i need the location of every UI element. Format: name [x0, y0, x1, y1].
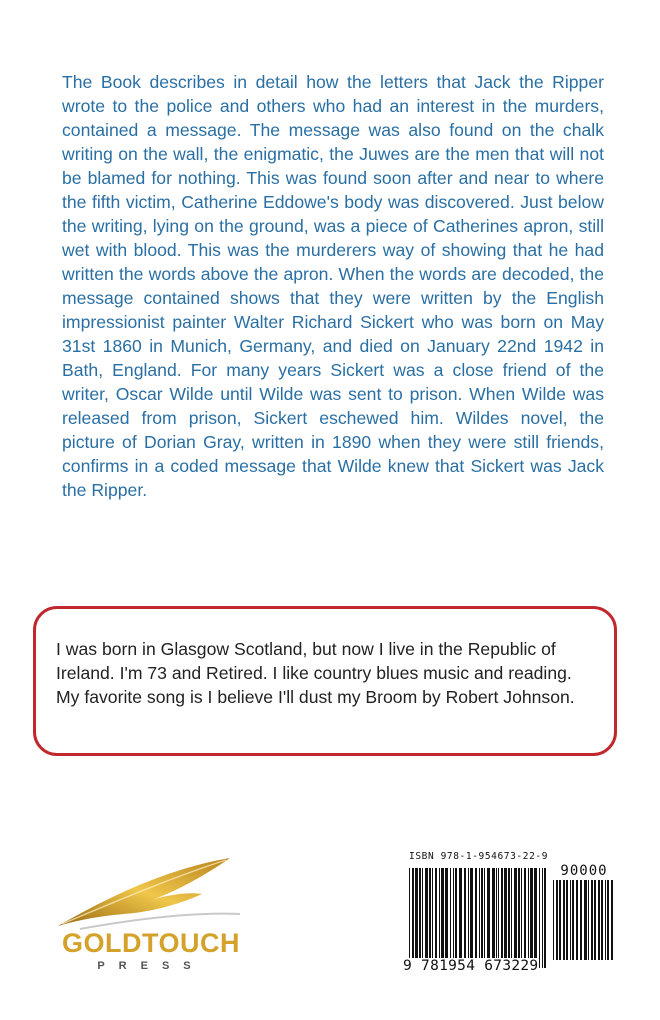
barcode-bar: [514, 868, 517, 968]
barcode-bar: [572, 880, 574, 960]
ean13-bars: [408, 868, 548, 968]
quill-feather-icon: [40, 850, 250, 930]
author-bio-text: I was born in Glasgow Scotland, but now I live in the Republic of Ireland. I'm 73 and Retired. I like country blues music and reading. My favorite song is I believe I'll dust my Broom by Robert Johnson.: [56, 639, 575, 707]
barcode-bar: [580, 880, 582, 960]
barcode-bar: [475, 868, 477, 968]
barcode-bar: [542, 868, 543, 968]
barcode-bar: [508, 868, 510, 968]
publisher-subtitle: PRESS: [97, 960, 205, 972]
barcode-bar: [450, 868, 451, 968]
barcode-bar: [530, 868, 533, 968]
barcode-bar: [511, 868, 512, 968]
barcode-bar: [419, 868, 421, 968]
barcode-bar: [492, 868, 495, 968]
barcode-bar: [479, 868, 480, 968]
barcode-bar: [415, 868, 418, 968]
barcode-bar: [553, 880, 554, 960]
barcode-bar: [496, 868, 497, 968]
barcode-bar: [453, 868, 454, 968]
barcode-bar: [591, 880, 593, 960]
barcode-bar: [445, 868, 448, 968]
barcode-bar: [524, 868, 526, 968]
barcode-bar: [409, 868, 410, 968]
barcode-bar: [425, 868, 428, 968]
barcode-bar: [439, 868, 440, 968]
barcode-bar: [484, 868, 485, 968]
barcode-bar: [435, 868, 437, 968]
barcode-bar: [563, 880, 565, 960]
barcode-bar: [566, 880, 568, 960]
back-cover-blurb: The Book describes in detail how the letters that Jack the Ripper wrote to the police and others who had an interest in the murders, contained a message. The message was also found on the chalk writing on the wall, the enigmatic, the Juwes are the men that will not be blamed for nothing. This was found soon after and near to where the fifth victim, Catherine Eddowe's body was discovered. Just below the writing, lying on the ground, was a piece of Catherines apron, still wet with blood. This was the murderers way of showing that he had written the words above the apron. When the words are decoded, the message contained shows that they were written by the English impressionist painter Walter Richard Sickert who was born on May 31st 1860 in Munich, Germany, and died on January 22nd 1942 in Bath, England. For many years Sickert was a close friend of the writer, Oscar Wilde until Wilde was sent to prison. When Wilde was released from prison, Sickert eschewed him. Wildes novel, the picture of Dorian Gray, written in 1890 when they were still friends, confirms in a coded message that Wilde knew that Sickert was Jack the Ripper.: [62, 72, 604, 500]
barcode-bar: [534, 868, 537, 968]
barcode-bar: [481, 868, 483, 968]
barcode-bar: [459, 868, 462, 968]
isbn-label: ISBN 978-1-954673-22-9: [409, 851, 549, 862]
barcode-bar: [611, 880, 613, 960]
barcode-bar: [576, 880, 578, 960]
price-addon-bars: [552, 880, 616, 960]
barcode-bar: [455, 868, 457, 968]
barcode-bar: [429, 868, 431, 968]
barcode-bar: [601, 880, 603, 960]
barcode-bar: [422, 868, 423, 968]
barcode-bar: [598, 880, 600, 960]
barcode-bar: [432, 868, 433, 968]
barcode-bar: [468, 868, 469, 968]
publisher-logo: [40, 850, 250, 980]
barcode-bar: [539, 868, 540, 968]
barcode-bar: [470, 868, 473, 968]
barcode-bar: [518, 868, 520, 968]
barcode-bar: [588, 880, 589, 960]
barcode-bar: [504, 868, 507, 968]
barcode-bar: [521, 868, 522, 968]
isbn-barcode: [400, 850, 622, 990]
barcode-bar: [594, 880, 596, 960]
barcode-bar: [584, 880, 587, 960]
barcode-bar: [464, 868, 466, 968]
price-addon-digits: 90000: [560, 863, 608, 879]
barcode-bar: [605, 880, 606, 960]
barcode-bar: [528, 868, 529, 968]
barcode-bar: [501, 868, 503, 968]
barcode-bar: [412, 868, 414, 968]
barcode-bar: [556, 880, 558, 960]
barcode-bar: [570, 880, 571, 960]
barcode-bar: [498, 868, 499, 968]
ean-digits: 9 781954 673229: [403, 958, 539, 974]
author-bio-box: [33, 606, 617, 756]
barcode-bar: [487, 868, 490, 968]
barcode-bar: [559, 880, 561, 960]
publisher-name: GOLDTOUCH: [62, 928, 240, 958]
barcode-bar: [441, 868, 444, 968]
barcode-bar: [607, 880, 609, 960]
barcode-bar: [544, 868, 546, 968]
